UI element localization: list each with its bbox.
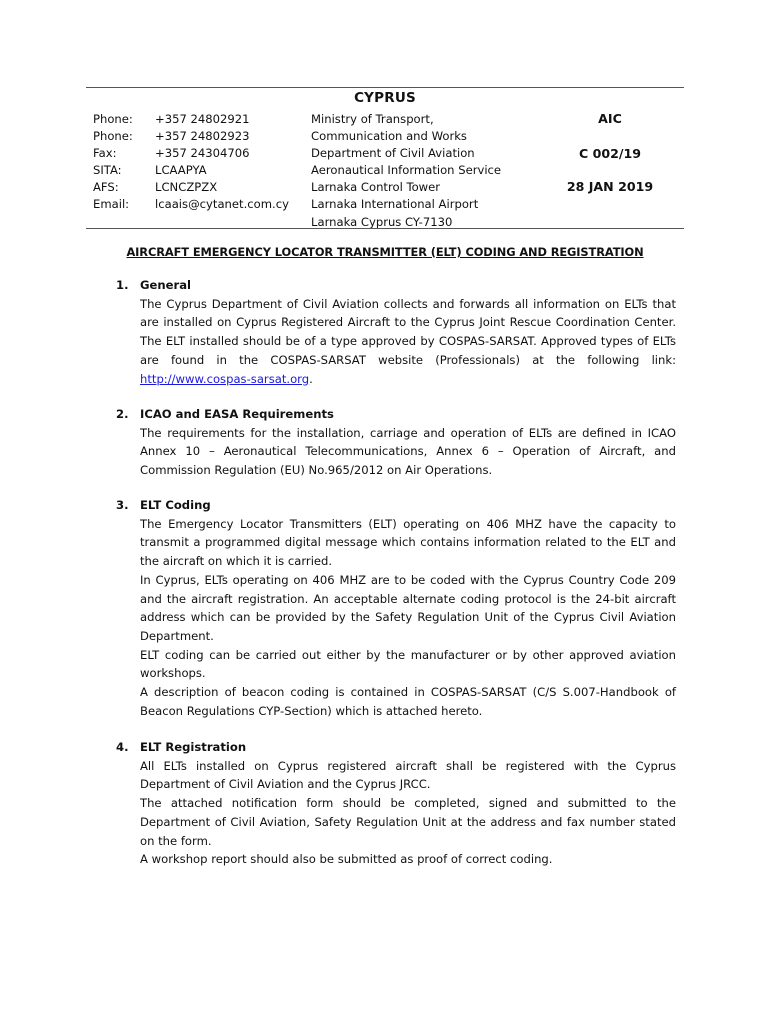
paragraph: The requirements for the installation, carriage and operation of ELTs are defined in ICAO Annex 10 – Aeronautical Telecommunications, Annex 6 – Operation of Aircraft, and Commission Regulation (EU) No.965/2012 on Air Operations. [140, 425, 676, 478]
section-number: 4. [116, 740, 129, 754]
contact-value: +357 24304706 [155, 146, 250, 161]
contact-value: +357 24802921 [155, 112, 250, 126]
contact-value: lcaais@cytanet.com.cy [155, 197, 289, 212]
contact-fax [93, 145, 289, 162]
contact-label: Fax: [93, 146, 117, 161]
contact-afs [93, 179, 289, 196]
contact-label: Phone: [93, 129, 133, 144]
contact-label: SITA: [93, 163, 122, 178]
contact-label: Phone: [93, 112, 133, 126]
section-general [116, 276, 676, 388]
section-number: 1. [116, 278, 129, 292]
authority-address [311, 111, 501, 231]
address-line: Ministry of Transport, [311, 112, 434, 126]
paragraph: The Emergency Locator Transmitters (ELT) operating on 406 MHZ have the capacity to transmit a programmed digital message which contains information related to the ELT and the aircraft on which it is carried. [140, 516, 676, 569]
section-title: ELT Coding [140, 498, 211, 512]
paragraph: A workshop report should also be submitted as proof of correct coding. [140, 852, 553, 867]
contact-phone-1 [93, 111, 289, 128]
address-line: Larnaka Control Tower [311, 180, 441, 195]
section-title: ICAO and EASA Requirements [140, 407, 334, 421]
cospas-sarsat-link[interactable]: http://www.cospas-sarsat.org [140, 371, 310, 386]
section-icao-easa [116, 405, 676, 480]
section-body [140, 757, 676, 869]
section-number: 2. [116, 407, 129, 421]
section-title: ELT Registration [140, 740, 247, 754]
document-title: AIRCRAFT EMERGENCY LOCATOR TRANSMITTER (ELT) CODING AND REGISTRATION [126, 245, 644, 259]
address-line: Department of Civil Aviation [311, 146, 475, 161]
address-line: Aeronautical Information Service [311, 163, 502, 178]
country-title: CYPRUS [354, 90, 416, 106]
aic-number: C 002/19 [578, 146, 642, 161]
address-line: Communication and Works [311, 129, 467, 144]
section-elt-registration [116, 738, 676, 869]
section-elt-coding [116, 496, 676, 720]
contact-phone-2 [93, 128, 289, 145]
contact-list [93, 111, 289, 214]
header-bottom-rule [86, 228, 684, 229]
paragraph: The attached notification form should be completed, signed and submitted to the Department of Civil Aviation, Safety Regulation Unit at the address and fax number stated on the form. [140, 796, 676, 848]
contact-value: LCAAPYA [155, 163, 207, 178]
section-heading [116, 496, 676, 515]
paragraph: A description of beacon coding is contained in COSPAS-SARSAT (C/S S.007-Handbook of Beacon Regulations CYP-Section) which is attached hereto. [140, 685, 676, 718]
section-body [140, 295, 676, 389]
section-body [140, 515, 676, 721]
contact-sita [93, 162, 289, 179]
section-heading [116, 405, 676, 424]
aic-label: AIC [598, 111, 622, 126]
contact-label: AFS: [93, 180, 119, 195]
address-line: Larnaka Cyprus CY-7130 [311, 214, 453, 229]
contact-value: +357 24802923 [155, 129, 250, 144]
section-body [140, 424, 676, 480]
section-number: 3. [116, 498, 129, 512]
contact-label: Email: [93, 197, 130, 212]
section-heading [116, 738, 676, 757]
aic-date: 28 JAN 2019 [566, 179, 654, 194]
paragraph: All ELTs installed on Cyprus registered aircraft shall be registered with the Cyprus Department of Civil Aviation and the Cyprus JRCC. [140, 758, 676, 792]
address-line: Larnaka International Airport [311, 197, 479, 212]
paragraph: ELT coding can be carried out either by the manufacturer or by other approved aviation workshops. [140, 647, 676, 681]
section-heading [116, 276, 676, 295]
section-title: General [140, 278, 192, 292]
paragraph: The Cyprus Department of Civil Aviation collects and forwards all information on ELTs that are installed on Cyprus Registered Aircraft to the Cyprus Joint Rescue Coordination Center. The ELT installed should be of a type approved by COSPAS-SARSAT. Approved types of ELTs are found in the COSPAS-SARSAT website (Professionals) at the following link: http://www.cospas-sarsat.org. [140, 296, 676, 386]
paragraph: In Cyprus, ELTs operating on 406 MHZ are to be coded with the Cyprus Country Code 209 and the aircraft registration. An acceptable alternate coding protocol is the 24-bit aircraft address which can be provided by the Safety Regulation Unit of the Cyprus Civil Aviation Department. [140, 572, 676, 643]
contact-value: LCNCZPZX [155, 180, 218, 195]
header-top-rule [86, 87, 684, 88]
contact-email [93, 196, 289, 213]
